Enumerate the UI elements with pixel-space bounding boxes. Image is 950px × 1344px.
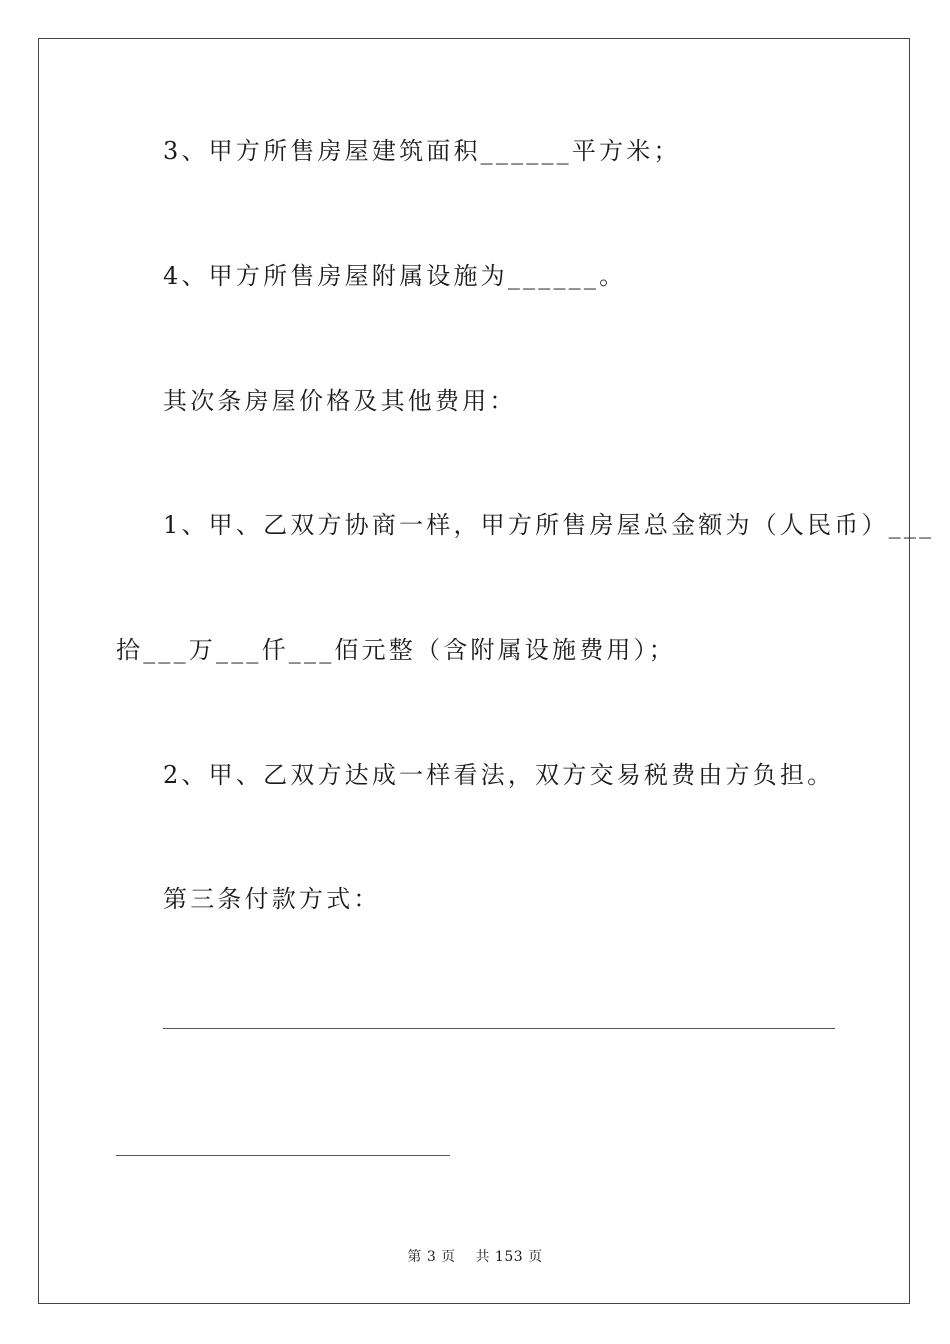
clause-tax-burden: 2、甲、乙双方达成一样看法，双方交易税费由方负担。 — [163, 761, 835, 789]
page-number-footer: 第 3 页 共 153 页 — [407, 1249, 543, 1265]
clause-total-amount: 1、甲、乙双方协商一样，甲方所售房屋总金额为（人民币）___ — [163, 511, 935, 539]
clause-total-amount-continued: 拾___万___仟___佰元整（含附属设施费用）； — [116, 636, 676, 664]
fill-in-line — [163, 1028, 835, 1029]
page-border — [38, 38, 910, 1304]
section-heading-price-fees: 其次条房屋价格及其他费用： — [163, 387, 517, 415]
fill-in-line — [116, 1155, 450, 1156]
section-heading-payment-method: 第三条付款方式： — [163, 885, 381, 913]
clause-building-area: 3、甲方所售房屋建筑面积______平方米； — [163, 137, 681, 165]
clause-attached-facilities: 4、甲方所售房屋附属设施为______。 — [163, 262, 627, 290]
